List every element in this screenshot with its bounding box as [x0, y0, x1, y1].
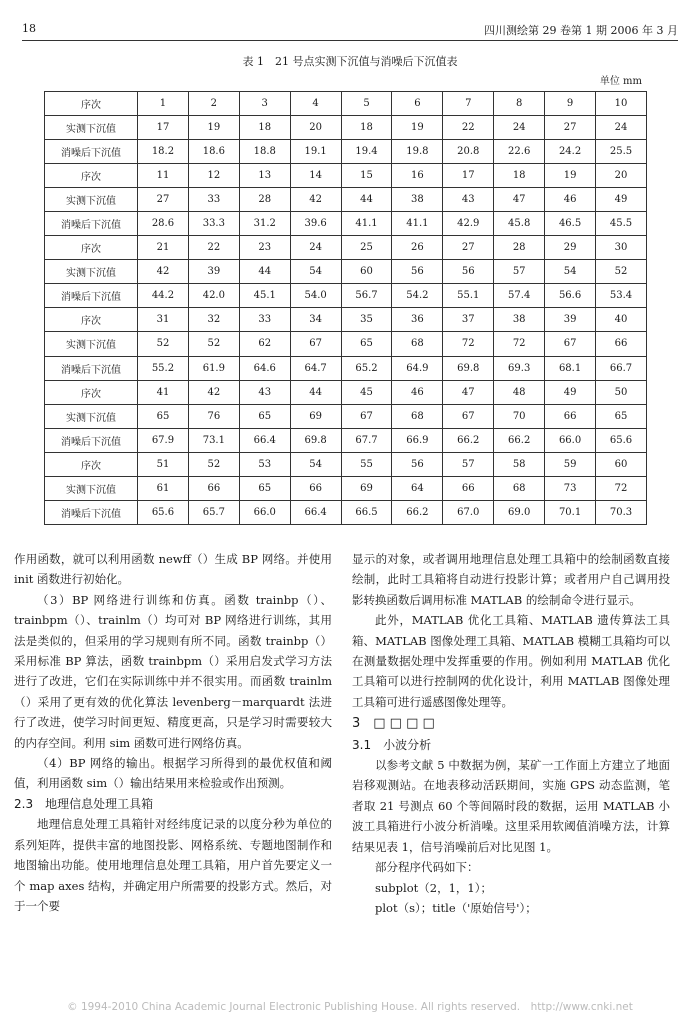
row-label-index: 序次 [45, 92, 138, 116]
table-cell: 45.8 [494, 212, 545, 236]
row-label-denoised: 消噪后下沉值 [45, 284, 138, 308]
table-cell: 22 [188, 236, 239, 260]
table-cell: 31.2 [239, 212, 290, 236]
table-cell: 42.9 [443, 212, 494, 236]
code-line: plot（s）；title（'原始信号'）； [375, 900, 537, 915]
table-cell: 38 [494, 308, 545, 332]
table-cell: 65.6 [596, 428, 647, 452]
table-cell: 37 [443, 308, 494, 332]
table-cell: 57 [443, 452, 494, 476]
table-cell: 56 [443, 260, 494, 284]
table-cell: 41.1 [392, 212, 443, 236]
table-cell: 41.1 [341, 212, 392, 236]
right-column [352, 549, 670, 918]
table-cell: 46 [392, 380, 443, 404]
table-row-denoised [45, 500, 647, 524]
table-cell: 24.2 [545, 140, 596, 164]
table-cell: 18.2 [138, 140, 189, 164]
table-cell: 67 [545, 332, 596, 356]
table-cell: 54 [545, 260, 596, 284]
table-cell: 66.2 [443, 428, 494, 452]
row-label-denoised: 消噪后下沉值 [45, 212, 138, 236]
row-label-denoised: 消噪后下沉值 [45, 356, 138, 380]
paragraph: 地理信息处理工具箱针对经纬度记录的以度分秒为单位的系列矩阵，提供丰富的地图投影、网格系统、专题地图制作和地图输出功能。使用地理信息处理工具箱，用户首先要定义一个 map axes 结构，并确定用户所需要的投影方式。然后，对于一个要 [14, 817, 332, 913]
table-cell: 72 [494, 332, 545, 356]
table-cell: 66 [443, 476, 494, 500]
table-cell: 20 [290, 116, 341, 140]
table-cell: 66.4 [239, 428, 290, 452]
table-cell: 73 [545, 476, 596, 500]
row-label-denoised: 消噪后下沉值 [45, 140, 138, 164]
table-cell: 66 [545, 404, 596, 428]
table-row-index [45, 308, 647, 332]
table-row-measured [45, 260, 647, 284]
table-cell: 67 [341, 404, 392, 428]
table-row-index [45, 236, 647, 260]
table-cell: 55 [341, 452, 392, 476]
table-cell: 26 [392, 236, 443, 260]
table-cell: 66 [596, 332, 647, 356]
table-cell: 55.2 [138, 356, 189, 380]
table-cell: 21 [138, 236, 189, 260]
table-cell: 65.7 [188, 500, 239, 524]
table-cell: 33.3 [188, 212, 239, 236]
table-cell: 24 [596, 116, 647, 140]
table-cell: 39.6 [290, 212, 341, 236]
table-cell: 56.7 [341, 284, 392, 308]
table-cell: 29 [545, 236, 596, 260]
table-cell: 68 [392, 404, 443, 428]
table-cell: 67 [290, 332, 341, 356]
table-cell: 25 [341, 236, 392, 260]
table-cell: 27 [138, 188, 189, 212]
row-label-denoised: 消噪后下沉值 [45, 500, 138, 524]
section-heading: 3 □ □ □ □ [352, 716, 435, 732]
table-row-index [45, 164, 647, 188]
table-cell: 47 [494, 188, 545, 212]
table-cell: 44.2 [138, 284, 189, 308]
left-column [14, 549, 332, 916]
table-cell: 55.1 [443, 284, 494, 308]
table-cell: 65 [341, 332, 392, 356]
table-cell: 42 [138, 260, 189, 284]
table-cell: 52 [596, 260, 647, 284]
table-cell: 73.1 [188, 428, 239, 452]
code-line: subplot（2，1，1）； [375, 880, 492, 895]
table-cell: 52 [188, 452, 239, 476]
row-label-index: 序次 [45, 164, 138, 188]
table-cell: 68 [494, 476, 545, 500]
table-cell: 70 [494, 404, 545, 428]
page-number: 18 [22, 22, 36, 35]
table-cell: 38 [392, 188, 443, 212]
table-cell: 28 [239, 188, 290, 212]
table-cell: 54 [290, 260, 341, 284]
journal-name: 四川测绘第 29 卷第 1 期 2006 年 3 月 [484, 24, 678, 37]
table-cell: 18.8 [239, 140, 290, 164]
table-cell: 66.0 [239, 500, 290, 524]
table-cell: 68 [392, 332, 443, 356]
table-cell: 24 [290, 236, 341, 260]
table-cell: 10 [596, 92, 647, 116]
table-cell: 4 [290, 92, 341, 116]
table-cell: 28.6 [138, 212, 189, 236]
table-cell: 69.8 [443, 356, 494, 380]
table-cell: 64.6 [239, 356, 290, 380]
table-cell: 22 [443, 116, 494, 140]
table-cell: 19.4 [341, 140, 392, 164]
row-label-measured: 实测下沉值 [45, 476, 138, 500]
table-cell: 56 [392, 260, 443, 284]
table-cell: 53.4 [596, 284, 647, 308]
table-cell: 69.8 [290, 428, 341, 452]
copyright-footer: © 1994-2010 China Academic Journal Electronic Publishing House. All rights reserved. http://www.cnki.net [67, 1001, 633, 1013]
row-label-index: 序次 [45, 236, 138, 260]
table-cell: 44 [290, 380, 341, 404]
table-cell: 5 [341, 92, 392, 116]
table-cell: 66.5 [341, 500, 392, 524]
table-cell: 56.6 [545, 284, 596, 308]
table-cell: 67 [443, 404, 494, 428]
table-cell: 64 [392, 476, 443, 500]
table-cell: 24 [494, 116, 545, 140]
table-cell: 13 [239, 164, 290, 188]
table-cell: 58 [494, 452, 545, 476]
table-cell: 65 [596, 404, 647, 428]
paragraph: 作用函数，就可以利用函数 newff（）生成 BP 网络。并使用 init 函数进行初始化。 [14, 552, 332, 587]
table-cell: 12 [188, 164, 239, 188]
row-label-denoised: 消噪后下沉值 [45, 428, 138, 452]
table-cell: 57.4 [494, 284, 545, 308]
paragraph: （4）BP 网络的输出。根据学习所得到的最优权值和阈值，利用函数 sim（）输出结果用来检验或作出预测。 [14, 756, 332, 791]
table-cell: 33 [188, 188, 239, 212]
table-cell: 18 [239, 116, 290, 140]
row-label-measured: 实测下沉值 [45, 188, 138, 212]
table-cell: 6 [392, 92, 443, 116]
table-cell: 2 [188, 92, 239, 116]
table-cell: 67.7 [341, 428, 392, 452]
table-cell: 30 [596, 236, 647, 260]
table-row-denoised [45, 212, 647, 236]
table-cell: 44 [341, 188, 392, 212]
row-label-index: 序次 [45, 308, 138, 332]
table-cell: 14 [290, 164, 341, 188]
table-cell: 62 [239, 332, 290, 356]
table-cell: 20.8 [443, 140, 494, 164]
table-row-denoised [45, 428, 647, 452]
table-cell: 66.2 [392, 500, 443, 524]
table-cell: 65.6 [138, 500, 189, 524]
table-row-measured [45, 116, 647, 140]
section-heading: 2.3 地理信息处理工具箱 [14, 796, 154, 811]
table-cell: 28 [494, 236, 545, 260]
table-cell: 52 [138, 332, 189, 356]
table-cell: 19 [392, 116, 443, 140]
table-cell: 65.2 [341, 356, 392, 380]
table-cell: 44 [239, 260, 290, 284]
table-cell: 23 [239, 236, 290, 260]
table-cell: 66 [290, 476, 341, 500]
table-cell: 32 [188, 308, 239, 332]
table-cell: 47 [443, 380, 494, 404]
table-cell: 60 [341, 260, 392, 284]
table-cell: 53 [239, 452, 290, 476]
table-cell: 72 [443, 332, 494, 356]
table-cell: 65 [138, 404, 189, 428]
table-cell: 19 [545, 164, 596, 188]
table-cell: 17 [443, 164, 494, 188]
section-heading: 3.1 小波分析 [352, 737, 432, 752]
table-cell: 39 [545, 308, 596, 332]
table-cell: 64.7 [290, 356, 341, 380]
table-row-denoised [45, 140, 647, 164]
table-cell: 49 [596, 188, 647, 212]
table-unit: 单位 mm [599, 76, 642, 87]
table-cell: 61.9 [188, 356, 239, 380]
table-row-denoised [45, 356, 647, 380]
paragraph: 显示的对象，或者调用地理信息处理工具箱中的绘制函数直接绘制，此时工具箱将自动进行投影计算；或者用户自己调用投影转换函数后调用标准 MATLAB 的绘制命令进行显示。 [352, 552, 670, 607]
table-cell: 18.6 [188, 140, 239, 164]
table-cell: 27 [545, 116, 596, 140]
paragraph: 以参考文献 5 中数据为例，某矿一工作面上方建立了地面岩移观测站。在地表移动活跃期间，实施 GPS 动态监测，笔者取 21 号测点 60 个等间隔时段的数据，运用 MATLAB 小波工具箱进行小波分析消噪。这里采用软阈值消噪方法，计算结果见表 1，信号消噪前后对比见图 1。 [352, 758, 670, 854]
table-cell: 66.0 [545, 428, 596, 452]
table-cell: 45.5 [596, 212, 647, 236]
table-cell: 1 [138, 92, 189, 116]
table-cell: 69.0 [494, 500, 545, 524]
table-cell: 42 [290, 188, 341, 212]
table-cell: 18 [494, 164, 545, 188]
table-cell: 31 [138, 308, 189, 332]
table-cell: 54.0 [290, 284, 341, 308]
row-label-measured: 实测下沉值 [45, 332, 138, 356]
table-cell: 48 [494, 380, 545, 404]
table-cell: 45.1 [239, 284, 290, 308]
table-cell: 52 [188, 332, 239, 356]
table-cell: 54.2 [392, 284, 443, 308]
header-rule [22, 40, 678, 41]
table-cell: 61 [138, 476, 189, 500]
table-cell: 51 [138, 452, 189, 476]
table-row-denoised [45, 284, 647, 308]
table-cell: 40 [596, 308, 647, 332]
paragraph: 部分程序代码如下： [375, 860, 479, 875]
table-cell: 68.1 [545, 356, 596, 380]
table-cell: 59 [545, 452, 596, 476]
table-cell: 19.8 [392, 140, 443, 164]
table-cell: 69 [341, 476, 392, 500]
table-caption: 表 1 21 号点实测下沉值与消噪后下沉值表 [242, 55, 458, 68]
table-cell: 36 [392, 308, 443, 332]
table-cell: 17 [138, 116, 189, 140]
table-cell: 43 [443, 188, 494, 212]
table-cell: 50 [596, 380, 647, 404]
table-cell: 69 [290, 404, 341, 428]
table-cell: 8 [494, 92, 545, 116]
table-cell: 67.9 [138, 428, 189, 452]
table-cell: 70.1 [545, 500, 596, 524]
table-cell: 39 [188, 260, 239, 284]
table-row-index [45, 452, 647, 476]
table-row-measured [45, 188, 647, 212]
table-cell: 45 [341, 380, 392, 404]
table-cell: 3 [239, 92, 290, 116]
table-cell: 42.0 [188, 284, 239, 308]
table-cell: 49 [545, 380, 596, 404]
table-cell: 76 [188, 404, 239, 428]
table-cell: 25.5 [596, 140, 647, 164]
table-cell: 64.9 [392, 356, 443, 380]
table-cell: 66 [188, 476, 239, 500]
table-cell: 42 [188, 380, 239, 404]
table-row-measured [45, 404, 647, 428]
row-label-measured: 实测下沉值 [45, 116, 138, 140]
paragraph: （3）BP 网络进行训练和仿真。函数 trainbp（）、trainbpm（）、trainlm（）均可对 BP 网络进行训练，其用法是类似的，但采用的学习规则有所不同。函数 trainbp（）采用标准 BP 算法，函数 trainbpm（）采用启发式学习方法进行了改进，它们在实际训练中并不很实用。而函数 trainlm（）采用了更有效的优化算法 levenberg－marquardt 法进行了改进，使学习时间更短、精度更高，只是学习时需要较大的内存空间。利用 sim 函数可进行网络仿真。 [14, 592, 332, 750]
running-header [22, 22, 678, 40]
table-cell: 11 [138, 164, 189, 188]
table-cell: 66.4 [290, 500, 341, 524]
row-label-measured: 实测下沉值 [45, 404, 138, 428]
table-cell: 57 [494, 260, 545, 284]
table-cell: 15 [341, 164, 392, 188]
table-cell: 65 [239, 476, 290, 500]
table-cell: 18 [341, 116, 392, 140]
table-row-index [45, 92, 647, 116]
table-cell: 54 [290, 452, 341, 476]
table-cell: 9 [545, 92, 596, 116]
table-cell: 70.3 [596, 500, 647, 524]
row-label-measured: 实测下沉值 [45, 260, 138, 284]
table-cell: 7 [443, 92, 494, 116]
row-label-index: 序次 [45, 380, 138, 404]
table-row-index [45, 380, 647, 404]
table-row-measured [45, 332, 647, 356]
table-cell: 60 [596, 452, 647, 476]
table-cell: 19.1 [290, 140, 341, 164]
table-cell: 65 [239, 404, 290, 428]
table-cell: 72 [596, 476, 647, 500]
table-cell: 46 [545, 188, 596, 212]
row-label-index: 序次 [45, 452, 138, 476]
table-cell: 43 [239, 380, 290, 404]
table-cell: 56 [392, 452, 443, 476]
table-cell: 66.7 [596, 356, 647, 380]
table-cell: 19 [188, 116, 239, 140]
table-cell: 27 [443, 236, 494, 260]
table-cell: 66.2 [494, 428, 545, 452]
table-cell: 41 [138, 380, 189, 404]
table-cell: 66.9 [392, 428, 443, 452]
table-cell: 16 [392, 164, 443, 188]
table-cell: 20 [596, 164, 647, 188]
table-cell: 69.3 [494, 356, 545, 380]
table-cell: 46.5 [545, 212, 596, 236]
table-cell: 33 [239, 308, 290, 332]
paragraph: 此外，MATLAB 优化工具箱、MATLAB 遗传算法工具箱、MATLAB 图像处理工具箱、MATLAB 模糊工具箱均可以在测量数据处理中发挥重要的作用。例如利用 MATLAB 优化工具箱可以进行控制网的优化设计，利用 MATLAB 图像处理工具箱可进行遥感图像处理等。 [352, 613, 670, 709]
table-row-measured [45, 476, 647, 500]
table-cell: 22.6 [494, 140, 545, 164]
table-cell: 35 [341, 308, 392, 332]
table-cell: 34 [290, 308, 341, 332]
table-cell: 67.0 [443, 500, 494, 524]
settlement-table [44, 91, 647, 525]
